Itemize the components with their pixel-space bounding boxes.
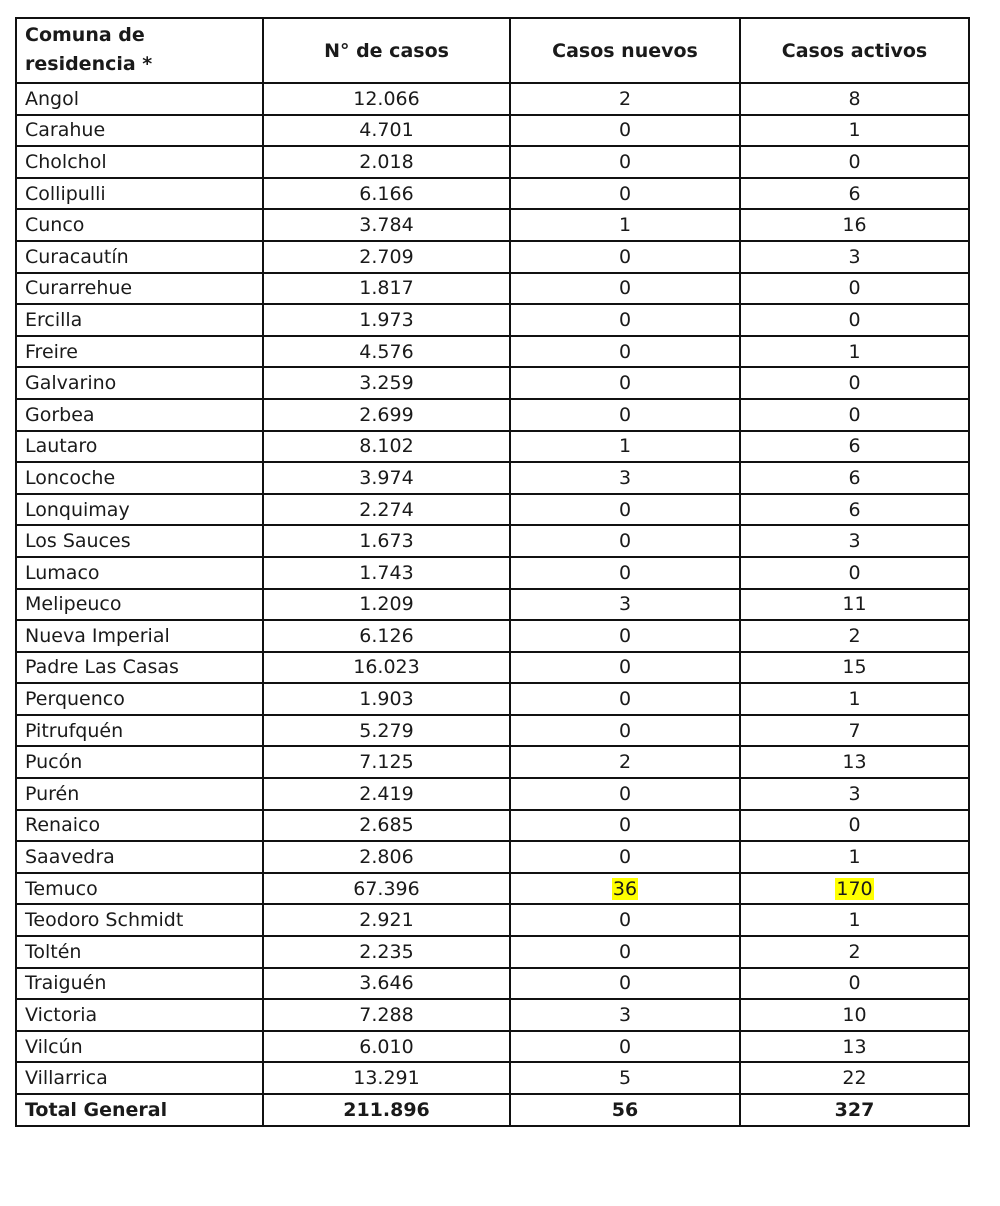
table-row-highlighted bbox=[16, 873, 969, 905]
cell-casos: 2.699 bbox=[263, 399, 510, 431]
cell-casos: 2.419 bbox=[263, 778, 510, 810]
cell-casos: 4.576 bbox=[263, 336, 510, 368]
cell-activos: 16 bbox=[740, 209, 969, 241]
cell-casos: 2.235 bbox=[263, 936, 510, 968]
table-body bbox=[16, 83, 969, 1126]
cell-casos: 3.784 bbox=[263, 209, 510, 241]
cell-nuevos: 0 bbox=[510, 652, 740, 684]
cell-activos bbox=[740, 873, 969, 905]
total-activos: 327 bbox=[740, 1094, 969, 1126]
cell-comuna: Vilcún bbox=[16, 1031, 263, 1063]
table-row bbox=[16, 1031, 969, 1063]
cell-comuna: Galvarino bbox=[16, 367, 263, 399]
cell-nuevos: 1 bbox=[510, 209, 740, 241]
cell-activos: 0 bbox=[740, 557, 969, 589]
cell-casos: 7.125 bbox=[263, 746, 510, 778]
cell-nuevos: 0 bbox=[510, 494, 740, 526]
cell-comuna: Angol bbox=[16, 83, 263, 115]
cell-nuevos: 0 bbox=[510, 178, 740, 210]
cell-activos: 0 bbox=[740, 304, 969, 336]
cell-activos: 1 bbox=[740, 904, 969, 936]
cell-comuna: Purén bbox=[16, 778, 263, 810]
cell-casos: 1.973 bbox=[263, 304, 510, 336]
cell-nuevos: 0 bbox=[510, 683, 740, 715]
table-row bbox=[16, 178, 969, 210]
cell-casos: 5.279 bbox=[263, 715, 510, 747]
cell-activos: 13 bbox=[740, 1031, 969, 1063]
cell-casos: 12.066 bbox=[263, 83, 510, 115]
table-row bbox=[16, 589, 969, 621]
cell-activos: 0 bbox=[740, 367, 969, 399]
cell-nuevos: 1 bbox=[510, 431, 740, 463]
table-row bbox=[16, 146, 969, 178]
cell-nuevos: 0 bbox=[510, 115, 740, 147]
cell-activos: 1 bbox=[740, 115, 969, 147]
table-row bbox=[16, 273, 969, 305]
cell-activos: 13 bbox=[740, 746, 969, 778]
cell-activos: 3 bbox=[740, 778, 969, 810]
cell-casos: 8.102 bbox=[263, 431, 510, 463]
cell-comuna: Cunco bbox=[16, 209, 263, 241]
total-casos: 211.896 bbox=[263, 1094, 510, 1126]
cell-nuevos: 0 bbox=[510, 241, 740, 273]
cell-nuevos: 0 bbox=[510, 1031, 740, 1063]
cell-comuna: Melipeuco bbox=[16, 589, 263, 621]
cell-nuevos: 0 bbox=[510, 367, 740, 399]
cell-nuevos: 0 bbox=[510, 715, 740, 747]
cell-nuevos: 2 bbox=[510, 83, 740, 115]
header-nuevos: Casos nuevos bbox=[510, 18, 740, 83]
cell-comuna: Nueva Imperial bbox=[16, 620, 263, 652]
total-nuevos: 56 bbox=[510, 1094, 740, 1126]
cell-comuna: Pitrufquén bbox=[16, 715, 263, 747]
cell-nuevos: 0 bbox=[510, 336, 740, 368]
cases-by-comuna-table bbox=[15, 17, 970, 1127]
cell-activos: 2 bbox=[740, 936, 969, 968]
cell-casos: 1.209 bbox=[263, 589, 510, 621]
cell-nuevos: 0 bbox=[510, 936, 740, 968]
cell-nuevos: 0 bbox=[510, 841, 740, 873]
cell-activos: 1 bbox=[740, 683, 969, 715]
cell-casos: 4.701 bbox=[263, 115, 510, 147]
cell-activos: 6 bbox=[740, 178, 969, 210]
cell-casos: 6.010 bbox=[263, 1031, 510, 1063]
cell-nuevos: 0 bbox=[510, 778, 740, 810]
cell-comuna: Lautaro bbox=[16, 431, 263, 463]
cell-activos: 22 bbox=[740, 1062, 969, 1094]
cell-comuna: Villarrica bbox=[16, 1062, 263, 1094]
cell-comuna: Cholchol bbox=[16, 146, 263, 178]
table-row bbox=[16, 936, 969, 968]
cell-nuevos: 5 bbox=[510, 1062, 740, 1094]
table-row bbox=[16, 652, 969, 684]
highlighted-value: 170 bbox=[836, 877, 873, 900]
cell-comuna: Traiguén bbox=[16, 968, 263, 1000]
cell-nuevos bbox=[510, 873, 740, 905]
cell-casos: 2.806 bbox=[263, 841, 510, 873]
cell-nuevos: 0 bbox=[510, 273, 740, 305]
cell-activos: 1 bbox=[740, 841, 969, 873]
cell-activos: 3 bbox=[740, 241, 969, 273]
table-row bbox=[16, 304, 969, 336]
cell-nuevos: 0 bbox=[510, 525, 740, 557]
table-row bbox=[16, 746, 969, 778]
table-row bbox=[16, 1062, 969, 1094]
cell-comuna: Gorbea bbox=[16, 399, 263, 431]
cell-activos: 1 bbox=[740, 336, 969, 368]
cell-activos: 8 bbox=[740, 83, 969, 115]
table-row bbox=[16, 462, 969, 494]
cell-casos: 2.274 bbox=[263, 494, 510, 526]
cell-casos: 16.023 bbox=[263, 652, 510, 684]
cell-nuevos: 0 bbox=[510, 810, 740, 842]
cell-nuevos: 0 bbox=[510, 146, 740, 178]
table-header bbox=[16, 18, 969, 83]
cell-casos: 1.673 bbox=[263, 525, 510, 557]
cell-activos: 15 bbox=[740, 652, 969, 684]
cell-comuna: Ercilla bbox=[16, 304, 263, 336]
cell-comuna: Temuco bbox=[16, 873, 263, 905]
cell-activos: 0 bbox=[740, 146, 969, 178]
cell-comuna: Lumaco bbox=[16, 557, 263, 589]
cell-nuevos: 0 bbox=[510, 904, 740, 936]
table-row bbox=[16, 525, 969, 557]
table-row bbox=[16, 399, 969, 431]
cell-casos: 3.259 bbox=[263, 367, 510, 399]
total-row bbox=[16, 1094, 969, 1126]
cell-casos: 7.288 bbox=[263, 999, 510, 1031]
cell-nuevos: 2 bbox=[510, 746, 740, 778]
cell-comuna: Toltén bbox=[16, 936, 263, 968]
cell-casos: 6.166 bbox=[263, 178, 510, 210]
table-row bbox=[16, 620, 969, 652]
cell-casos: 2.685 bbox=[263, 810, 510, 842]
table-row bbox=[16, 810, 969, 842]
cell-comuna: Padre Las Casas bbox=[16, 652, 263, 684]
cell-activos: 3 bbox=[740, 525, 969, 557]
cell-nuevos: 3 bbox=[510, 462, 740, 494]
cell-comuna: Teodoro Schmidt bbox=[16, 904, 263, 936]
cell-nuevos: 0 bbox=[510, 399, 740, 431]
cell-activos: 0 bbox=[740, 810, 969, 842]
cell-nuevos: 0 bbox=[510, 620, 740, 652]
cell-comuna: Curarrehue bbox=[16, 273, 263, 305]
table-row bbox=[16, 431, 969, 463]
header-activos: Casos activos bbox=[740, 18, 969, 83]
table-row bbox=[16, 241, 969, 273]
table-row bbox=[16, 83, 969, 115]
cell-activos: 6 bbox=[740, 431, 969, 463]
table-row bbox=[16, 999, 969, 1031]
cell-nuevos: 0 bbox=[510, 968, 740, 1000]
cases-table-container bbox=[15, 17, 968, 1127]
table-row bbox=[16, 115, 969, 147]
cell-activos: 0 bbox=[740, 968, 969, 1000]
header-casos: N° de casos bbox=[263, 18, 510, 83]
table-row bbox=[16, 904, 969, 936]
total-label: Total General bbox=[16, 1094, 263, 1126]
cell-activos: 0 bbox=[740, 273, 969, 305]
table-row bbox=[16, 367, 969, 399]
cell-activos: 2 bbox=[740, 620, 969, 652]
cell-comuna: Lonquimay bbox=[16, 494, 263, 526]
cell-activos: 11 bbox=[740, 589, 969, 621]
highlighted-value: 36 bbox=[612, 877, 638, 900]
cell-comuna: Pucón bbox=[16, 746, 263, 778]
header-comuna: Comuna de residencia * bbox=[16, 18, 263, 83]
cell-casos: 1.903 bbox=[263, 683, 510, 715]
cell-casos: 2.921 bbox=[263, 904, 510, 936]
table-row bbox=[16, 968, 969, 1000]
cell-comuna: Loncoche bbox=[16, 462, 263, 494]
cell-casos: 1.743 bbox=[263, 557, 510, 589]
cell-activos: 6 bbox=[740, 462, 969, 494]
cell-comuna: Carahue bbox=[16, 115, 263, 147]
cell-activos: 0 bbox=[740, 399, 969, 431]
table-row bbox=[16, 841, 969, 873]
cell-activos: 10 bbox=[740, 999, 969, 1031]
cell-casos: 2.018 bbox=[263, 146, 510, 178]
cell-casos: 3.974 bbox=[263, 462, 510, 494]
table-row bbox=[16, 209, 969, 241]
cell-casos: 6.126 bbox=[263, 620, 510, 652]
table-row bbox=[16, 715, 969, 747]
cell-nuevos: 3 bbox=[510, 999, 740, 1031]
cell-nuevos: 0 bbox=[510, 557, 740, 589]
table-row bbox=[16, 683, 969, 715]
cell-comuna: Perquenco bbox=[16, 683, 263, 715]
cell-casos: 2.709 bbox=[263, 241, 510, 273]
cell-activos: 7 bbox=[740, 715, 969, 747]
cell-comuna: Curacautín bbox=[16, 241, 263, 273]
table-row bbox=[16, 494, 969, 526]
cell-activos: 6 bbox=[740, 494, 969, 526]
cell-comuna: Collipulli bbox=[16, 178, 263, 210]
cell-comuna: Los Sauces bbox=[16, 525, 263, 557]
cell-casos: 3.646 bbox=[263, 968, 510, 1000]
cell-nuevos: 0 bbox=[510, 304, 740, 336]
header-row bbox=[16, 18, 969, 83]
table-row bbox=[16, 336, 969, 368]
cell-comuna: Victoria bbox=[16, 999, 263, 1031]
cell-comuna: Saavedra bbox=[16, 841, 263, 873]
cell-comuna: Freire bbox=[16, 336, 263, 368]
cell-casos: 1.817 bbox=[263, 273, 510, 305]
cell-casos: 67.396 bbox=[263, 873, 510, 905]
table-row bbox=[16, 557, 969, 589]
table-row bbox=[16, 778, 969, 810]
cell-casos: 13.291 bbox=[263, 1062, 510, 1094]
cell-comuna: Renaico bbox=[16, 810, 263, 842]
cell-nuevos: 3 bbox=[510, 589, 740, 621]
